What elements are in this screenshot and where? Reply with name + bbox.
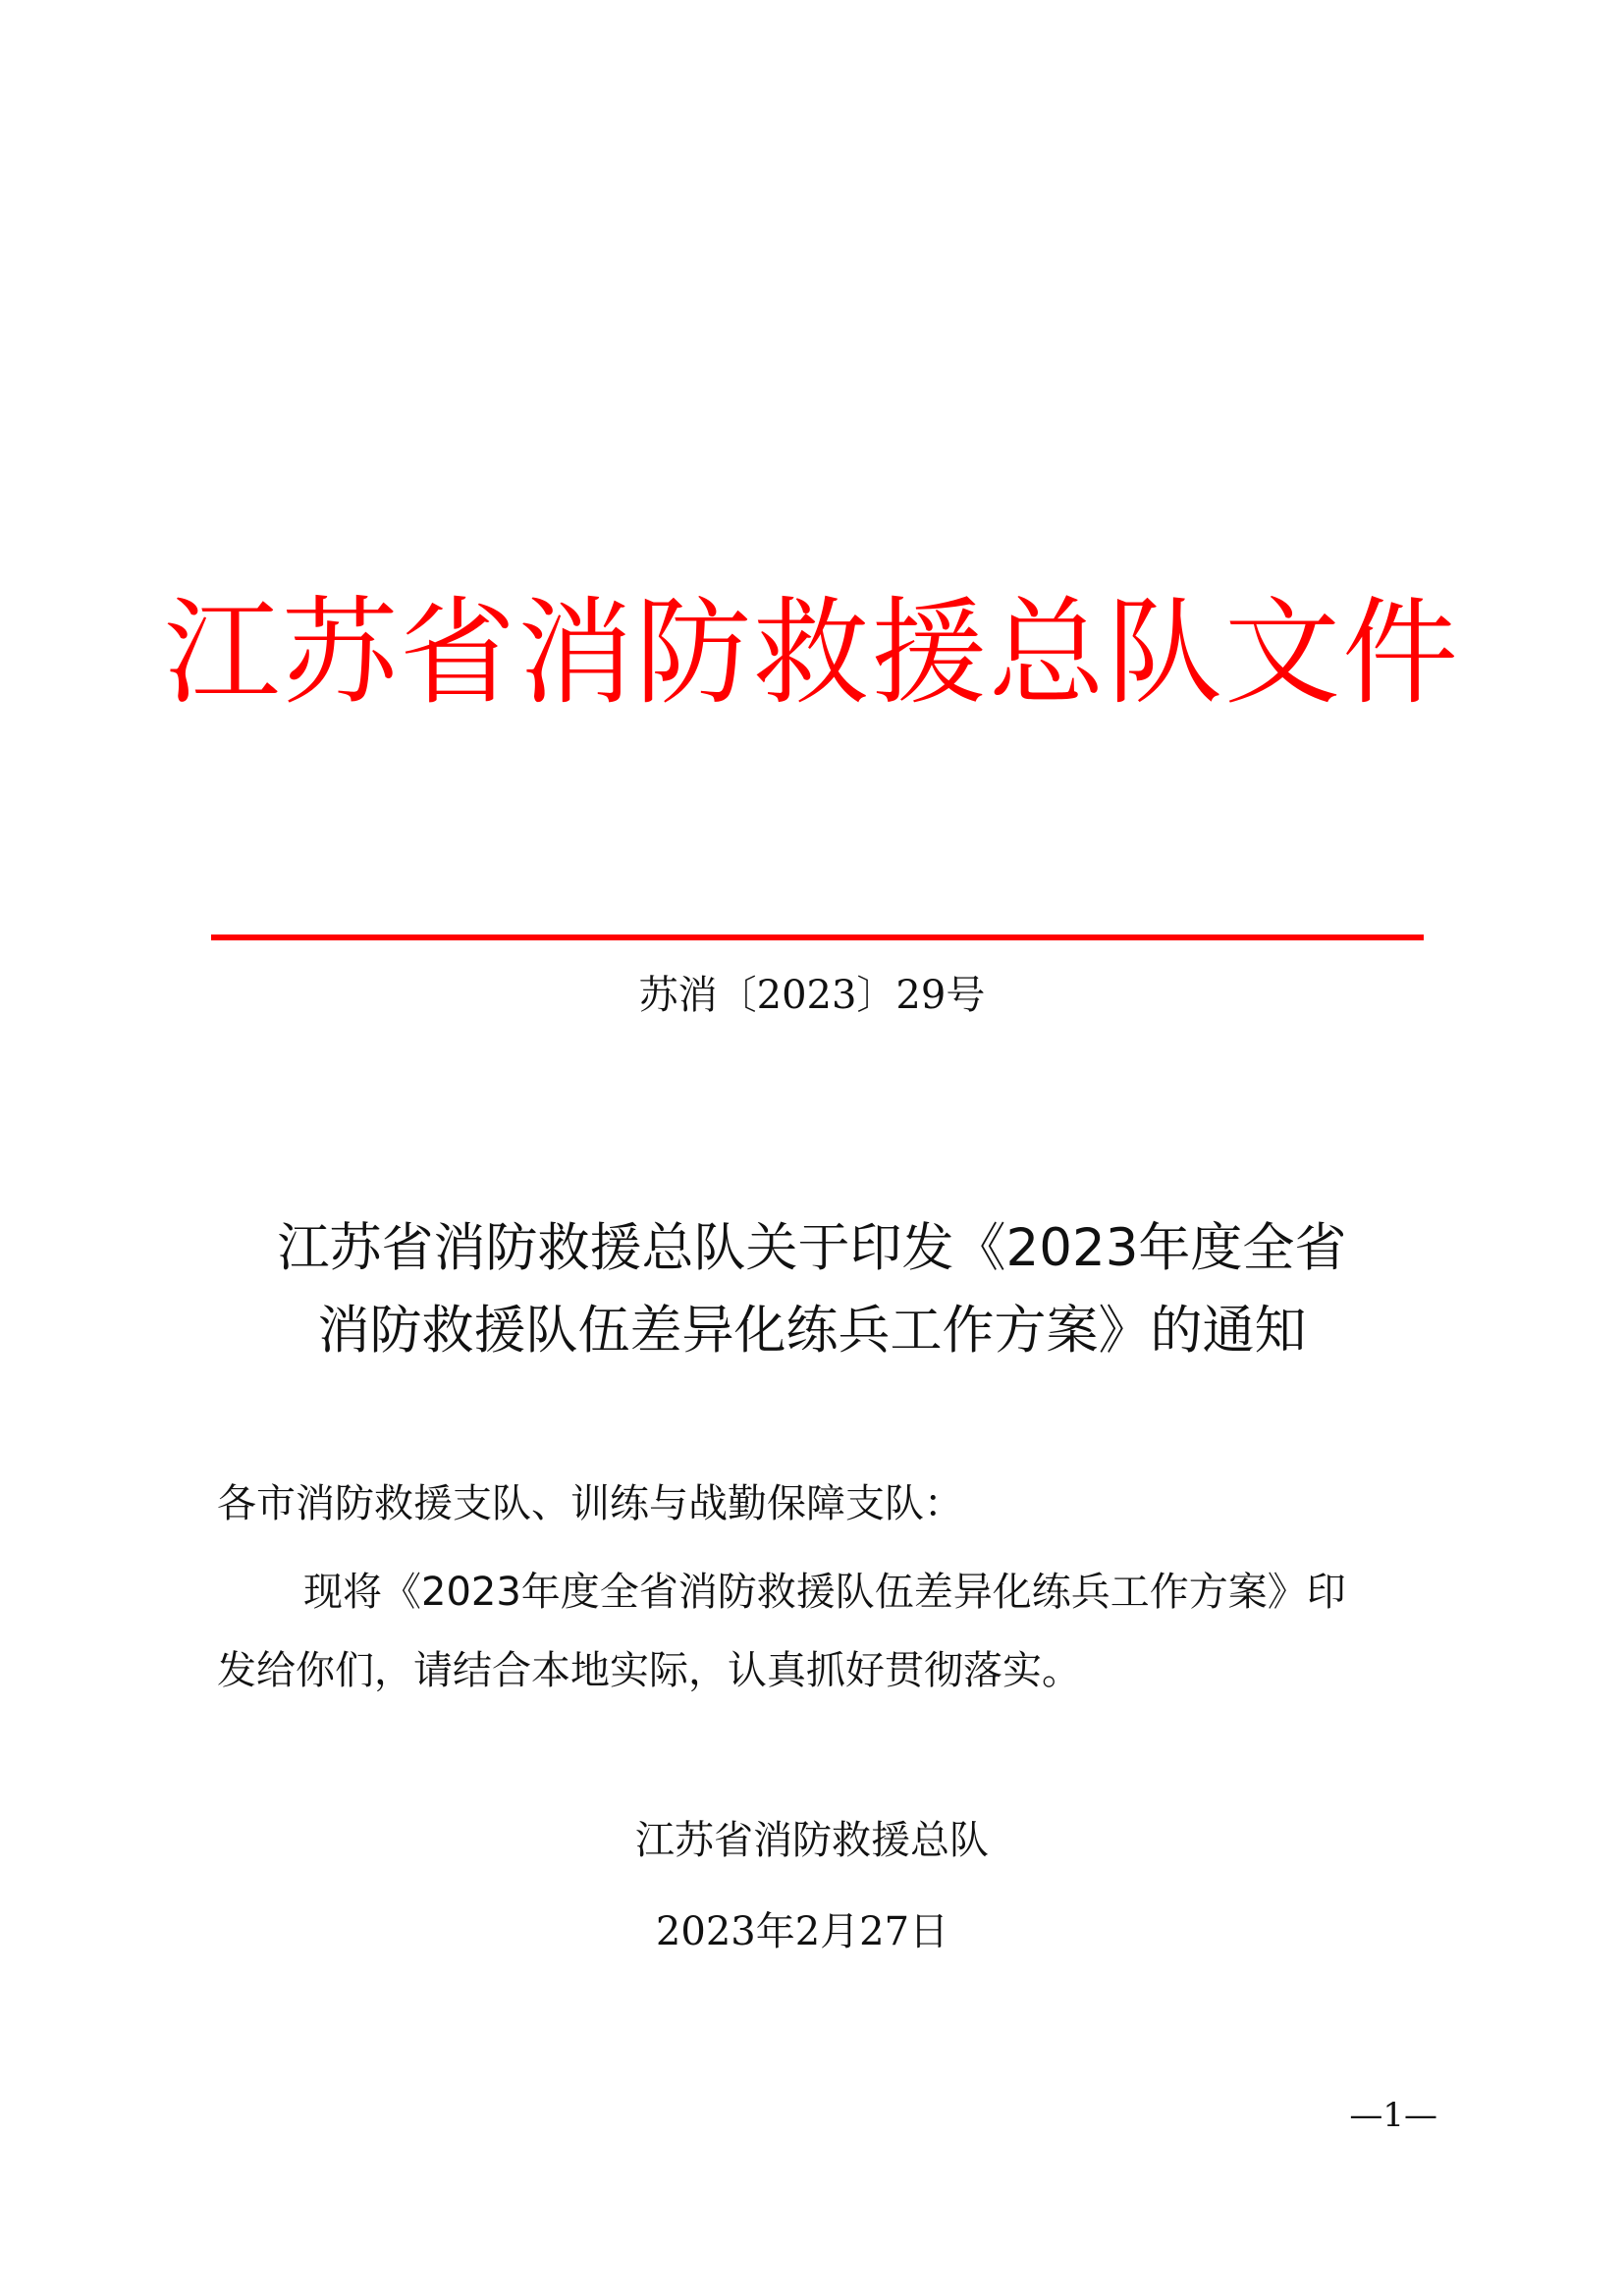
salutation: 各市消防救援支队、训练与战勤保障支队： [217, 1481, 963, 1526]
page-number: —1— [1349, 2096, 1437, 2135]
masthead-title: 江苏省消防救援总队文件 [163, 585, 1460, 721]
document-title-line-1: 江苏省消防救援总队关于印发《2023年度全省 [277, 1218, 1347, 1278]
body-line-1: 现将《2023年度全省消防救援队伍差异化练兵工作方案》印 [303, 1570, 1346, 1615]
red-separator-line [211, 934, 1424, 940]
document-title-line-2: 消防救援队伍差异化练兵工作方案》的通知 [317, 1301, 1307, 1361]
issuer-signature: 江苏省消防救援总队 [635, 1818, 989, 1863]
document-title [196, 1207, 1428, 1372]
body-line-2: 发给你们，请结合本地实际，认真抓好贯彻落实。 [217, 1648, 1081, 1693]
document-number: 苏消〔2023〕29号 [638, 973, 986, 1018]
body-paragraph [217, 1553, 1435, 1710]
issue-date: 2023年2月27日 [655, 1909, 949, 1954]
